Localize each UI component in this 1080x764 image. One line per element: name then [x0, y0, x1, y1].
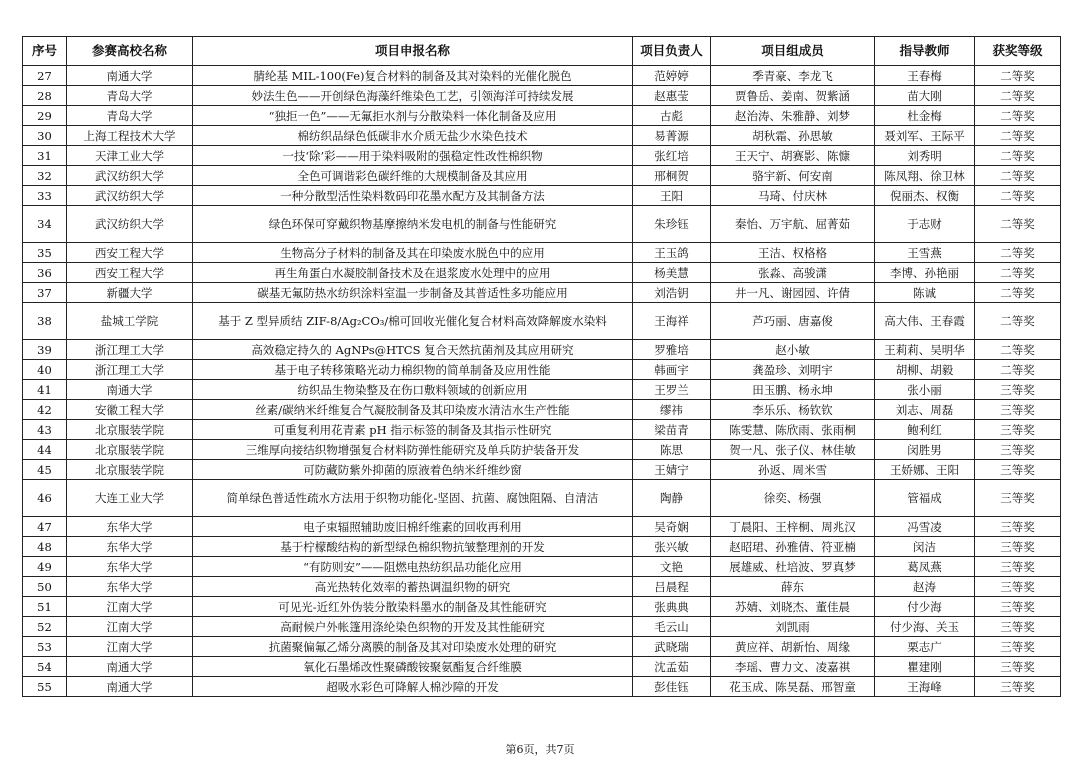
cell-school: 南通大学 — [67, 677, 193, 697]
cell-school: 盐城工学院 — [67, 303, 193, 340]
cell-advisor: 张小丽 — [875, 380, 975, 400]
cell-members: 陈雯慧、陈欣雨、张雨桐 — [711, 420, 875, 440]
cell-no: 44 — [23, 440, 67, 460]
cell-award: 二等奖 — [975, 243, 1061, 263]
table-row — [23, 460, 1061, 480]
cell-project: “独拒一色”——无氟拒水剂与分散染料一体化制备及应用 — [193, 106, 633, 126]
cell-advisor: 王春梅 — [875, 66, 975, 86]
cell-award: 三等奖 — [975, 677, 1061, 697]
table-row — [23, 303, 1061, 340]
table-row — [23, 106, 1061, 126]
cell-award: 二等奖 — [975, 283, 1061, 303]
table-row — [23, 597, 1061, 617]
cell-no: 43 — [23, 420, 67, 440]
cell-no: 55 — [23, 677, 67, 697]
cell-advisor: 陈诚 — [875, 283, 975, 303]
cell-project: “有防则安”——阻燃电热纺织品功能化应用 — [193, 557, 633, 577]
cell-advisor: 付少海 — [875, 597, 975, 617]
cell-leader: 邢桐贺 — [633, 166, 711, 186]
cell-school: 大连工业大学 — [67, 480, 193, 517]
header-no: 序号 — [23, 37, 67, 66]
cell-members: 赵治涛、朱雅静、刘梦 — [711, 106, 875, 126]
cell-award: 二等奖 — [975, 166, 1061, 186]
cell-project: 基于 Z 型异质结 ZIF-8/Ag₂CO₃/棉可回收光催化复合材料高效降解废水染料 — [193, 303, 633, 340]
table-row — [23, 400, 1061, 420]
cell-award: 二等奖 — [975, 360, 1061, 380]
cell-no: 52 — [23, 617, 67, 637]
cell-leader: 毛云山 — [633, 617, 711, 637]
cell-award: 三等奖 — [975, 380, 1061, 400]
table-row — [23, 637, 1061, 657]
cell-project: 可重复利用花青素 pH 指示标签的制备及其指示性研究 — [193, 420, 633, 440]
cell-advisor: 刘秀明 — [875, 146, 975, 166]
table-row — [23, 617, 1061, 637]
cell-project: 妙法生色——开创绿色海藻纤维染色工艺，引领海洋可持续发展 — [193, 86, 633, 106]
cell-leader: 罗雅培 — [633, 340, 711, 360]
cell-leader: 文艳 — [633, 557, 711, 577]
cell-leader: 王婧宁 — [633, 460, 711, 480]
cell-award: 二等奖 — [975, 126, 1061, 146]
cell-project: 棉纺织品绿色低碳非水介质无盐少水染色技术 — [193, 126, 633, 146]
cell-leader: 韩画宇 — [633, 360, 711, 380]
cell-award: 二等奖 — [975, 263, 1061, 283]
cell-members: 赵昭珺、孙雅倩、符亚楠 — [711, 537, 875, 557]
cell-project: 三维厚向接结织物增强复合材料防弹性能研究及单兵防护装备开发 — [193, 440, 633, 460]
cell-advisor: 王雪燕 — [875, 243, 975, 263]
cell-no: 29 — [23, 106, 67, 126]
cell-members: 李瑶、曹力文、凌嘉祺 — [711, 657, 875, 677]
cell-school: 东华大学 — [67, 537, 193, 557]
cell-award: 三等奖 — [975, 597, 1061, 617]
cell-award: 三等奖 — [975, 637, 1061, 657]
cell-advisor: 栗志广 — [875, 637, 975, 657]
header-members: 项目组成员 — [711, 37, 875, 66]
cell-leader: 缪祎 — [633, 400, 711, 420]
cell-award: 二等奖 — [975, 303, 1061, 340]
cell-advisor: 闵胜男 — [875, 440, 975, 460]
cell-leader: 赵惠莹 — [633, 86, 711, 106]
table-row — [23, 380, 1061, 400]
cell-award: 二等奖 — [975, 146, 1061, 166]
cell-advisor: 杜金梅 — [875, 106, 975, 126]
cell-advisor: 苗大刚 — [875, 86, 975, 106]
cell-school: 武汉纺织大学 — [67, 166, 193, 186]
cell-advisor: 聂刘军、王际平 — [875, 126, 975, 146]
cell-members: 贾鲁岳、姜南、贺紫涵 — [711, 86, 875, 106]
cell-award: 三等奖 — [975, 657, 1061, 677]
cell-leader: 张兴敏 — [633, 537, 711, 557]
award-table — [22, 36, 1061, 697]
cell-project: 绿色环保可穿戴织物基摩擦纳米发电机的制备与性能研究 — [193, 206, 633, 243]
cell-no: 39 — [23, 340, 67, 360]
cell-no: 54 — [23, 657, 67, 677]
cell-advisor: 葛凤燕 — [875, 557, 975, 577]
cell-no: 34 — [23, 206, 67, 243]
cell-school: 武汉纺织大学 — [67, 206, 193, 243]
cell-award: 三等奖 — [975, 517, 1061, 537]
cell-no: 27 — [23, 66, 67, 86]
cell-project: 可见光-近红外伪装分散染料墨水的制备及其性能研究 — [193, 597, 633, 617]
cell-advisor: 瞿建刚 — [875, 657, 975, 677]
cell-leader: 王玉鸽 — [633, 243, 711, 263]
cell-advisor: 李博、孙艳丽 — [875, 263, 975, 283]
table-row — [23, 206, 1061, 243]
cell-members: 孙返、周米雪 — [711, 460, 875, 480]
cell-school: 青岛大学 — [67, 86, 193, 106]
cell-leader: 彭佳钰 — [633, 677, 711, 697]
cell-no: 40 — [23, 360, 67, 380]
cell-members: 刘凯雨 — [711, 617, 875, 637]
page-footer: 第6页，共7页 — [505, 743, 575, 756]
table-row — [23, 146, 1061, 166]
table-row — [23, 66, 1061, 86]
cell-award: 三等奖 — [975, 400, 1061, 420]
cell-members: 张淼、高骏潇 — [711, 263, 875, 283]
cell-no: 50 — [23, 577, 67, 597]
cell-members: 黄应祥、胡新怡、周缘 — [711, 637, 875, 657]
cell-no: 30 — [23, 126, 67, 146]
cell-leader: 武晓瑞 — [633, 637, 711, 657]
cell-advisor: 王莉莉、吴明华 — [875, 340, 975, 360]
cell-project: 再生角蛋白水凝胶制备技术及在退浆废水处理中的应用 — [193, 263, 633, 283]
cell-members: 贺一凡、张子仪、林佳敏 — [711, 440, 875, 460]
cell-project: 简单绿色普适性疏水方法用于织物功能化-坚固、抗菌、腐蚀阻隔、自清洁 — [193, 480, 633, 517]
cell-award: 二等奖 — [975, 66, 1061, 86]
table-row — [23, 677, 1061, 697]
cell-project: 基于电子转移策略光动力棉织物的简单制备及应用性能 — [193, 360, 633, 380]
header-leader: 项目负责人 — [633, 37, 711, 66]
cell-no: 36 — [23, 263, 67, 283]
award-table-sheet — [22, 36, 1060, 697]
header-project: 项目申报名称 — [193, 37, 633, 66]
cell-project: 全色可调谐彩色碳纤维的大规模制备及其应用 — [193, 166, 633, 186]
cell-award: 二等奖 — [975, 106, 1061, 126]
cell-no: 35 — [23, 243, 67, 263]
cell-members: 秦怡、万宇航、屈菁茹 — [711, 206, 875, 243]
table-row — [23, 440, 1061, 460]
table-row — [23, 577, 1061, 597]
cell-no: 42 — [23, 400, 67, 420]
cell-award: 二等奖 — [975, 206, 1061, 243]
table-row — [23, 517, 1061, 537]
cell-no: 31 — [23, 146, 67, 166]
table-row — [23, 186, 1061, 206]
cell-members: 龚盈珍、刘明宇 — [711, 360, 875, 380]
cell-members: 马琦、付庆林 — [711, 186, 875, 206]
cell-advisor: 胡柳、胡毅 — [875, 360, 975, 380]
cell-no: 53 — [23, 637, 67, 657]
table-body — [23, 66, 1061, 697]
cell-members: 苏婧、刘晓杰、董佳晨 — [711, 597, 875, 617]
cell-award: 三等奖 — [975, 420, 1061, 440]
cell-advisor: 管福成 — [875, 480, 975, 517]
cell-leader: 张红培 — [633, 146, 711, 166]
header-advisor: 指导教师 — [875, 37, 975, 66]
table-row — [23, 283, 1061, 303]
cell-advisor: 于志财 — [875, 206, 975, 243]
table-row — [23, 263, 1061, 283]
cell-leader: 朱珍钰 — [633, 206, 711, 243]
cell-school: 西安工程大学 — [67, 243, 193, 263]
cell-leader: 杨美慧 — [633, 263, 711, 283]
table-row — [23, 657, 1061, 677]
cell-project: 生物高分子材料的制备及其在印染废水脱色中的应用 — [193, 243, 633, 263]
cell-members: 赵小敏 — [711, 340, 875, 360]
cell-leader: 陈思 — [633, 440, 711, 460]
cell-members: 展雄威、杜培波、罗真梦 — [711, 557, 875, 577]
cell-members: 王天宁、胡赛影、陈慷 — [711, 146, 875, 166]
cell-school: 上海工程技术大学 — [67, 126, 193, 146]
table-row — [23, 166, 1061, 186]
cell-members: 井一凡、谢园园、许倩 — [711, 283, 875, 303]
cell-school: 南通大学 — [67, 66, 193, 86]
cell-no: 32 — [23, 166, 67, 186]
cell-advisor: 王海峰 — [875, 677, 975, 697]
cell-school: 东华大学 — [67, 557, 193, 577]
cell-no: 33 — [23, 186, 67, 206]
cell-advisor: 刘志、周磊 — [875, 400, 975, 420]
table-row — [23, 557, 1061, 577]
cell-members: 丁晨阳、王梓桐、周兆汉 — [711, 517, 875, 537]
cell-school: 南通大学 — [67, 657, 193, 677]
cell-advisor: 付少海、关玉 — [875, 617, 975, 637]
cell-school: 北京服装学院 — [67, 440, 193, 460]
cell-leader: 刘浩钥 — [633, 283, 711, 303]
cell-award: 三等奖 — [975, 480, 1061, 517]
cell-advisor: 鲍利红 — [875, 420, 975, 440]
cell-project: 电子束辐照辅助废旧棉纤维素的回收再利用 — [193, 517, 633, 537]
cell-project: 基于柠檬酸结构的新型绿色棉织物抗皱整理剂的开发 — [193, 537, 633, 557]
cell-no: 48 — [23, 537, 67, 557]
cell-award: 二等奖 — [975, 340, 1061, 360]
cell-leader: 范婷婷 — [633, 66, 711, 86]
table-row — [23, 360, 1061, 380]
cell-members: 田玉鹏、杨永坤 — [711, 380, 875, 400]
table-row — [23, 537, 1061, 557]
cell-leader: 梁苗青 — [633, 420, 711, 440]
cell-members: 季青豪、李龙飞 — [711, 66, 875, 86]
cell-no: 46 — [23, 480, 67, 517]
table-header-row — [23, 37, 1061, 66]
cell-project: 腈纶基 MIL-100(Fe)复合材料的制备及其对染料的光催化脱色 — [193, 66, 633, 86]
cell-advisor: 冯雪凌 — [875, 517, 975, 537]
cell-leader: 王海祥 — [633, 303, 711, 340]
cell-project: 抗菌聚偏氟乙烯分离膜的制备及其对印染废水处理的研究 — [193, 637, 633, 657]
cell-leader: 王阳 — [633, 186, 711, 206]
cell-leader: 陶静 — [633, 480, 711, 517]
cell-school: 南通大学 — [67, 380, 193, 400]
cell-no: 49 — [23, 557, 67, 577]
cell-leader: 吴奇娴 — [633, 517, 711, 537]
cell-award: 三等奖 — [975, 440, 1061, 460]
cell-project: 超吸水彩色可降解人棉沙障的开发 — [193, 677, 633, 697]
cell-no: 41 — [23, 380, 67, 400]
cell-project: 一种分散型活性染料数码印花墨水配方及其制备方法 — [193, 186, 633, 206]
cell-leader: 古彪 — [633, 106, 711, 126]
cell-award: 三等奖 — [975, 617, 1061, 637]
cell-leader: 王罗兰 — [633, 380, 711, 400]
cell-project: 高耐候户外帐篷用涤纶染色织物的开发及其性能研究 — [193, 617, 633, 637]
cell-members: 芦巧丽、唐嘉俊 — [711, 303, 875, 340]
cell-school: 江南大学 — [67, 637, 193, 657]
cell-project: 碳基无氟防热水纺织涂料室温一步制备及其普适性多功能应用 — [193, 283, 633, 303]
cell-school: 北京服装学院 — [67, 420, 193, 440]
cell-members: 胡秋霜、孙思敏 — [711, 126, 875, 146]
cell-project: 纺织品生物染整及在伤口敷料领域的创新应用 — [193, 380, 633, 400]
cell-members: 李乐乐、杨钦钦 — [711, 400, 875, 420]
cell-school: 江南大学 — [67, 617, 193, 637]
cell-advisor: 闵洁 — [875, 537, 975, 557]
cell-award: 三等奖 — [975, 557, 1061, 577]
cell-school: 东华大学 — [67, 577, 193, 597]
cell-advisor: 倪丽杰、权衡 — [875, 186, 975, 206]
cell-school: 北京服装学院 — [67, 460, 193, 480]
cell-members: 徐奕、杨强 — [711, 480, 875, 517]
table-row — [23, 243, 1061, 263]
cell-members: 花玉成、陈昊磊、邢智童 — [711, 677, 875, 697]
table-row — [23, 86, 1061, 106]
cell-advisor: 高大伟、王春霞 — [875, 303, 975, 340]
cell-school: 新疆大学 — [67, 283, 193, 303]
cell-leader: 易菁源 — [633, 126, 711, 146]
cell-project: 可防藏防紫外抑菌的原液着色纳米纤维纱窗 — [193, 460, 633, 480]
table-row — [23, 480, 1061, 517]
cell-no: 37 — [23, 283, 67, 303]
cell-project: 高光热转化效率的蓄热调温织物的研究 — [193, 577, 633, 597]
table-row — [23, 420, 1061, 440]
cell-school: 天津工业大学 — [67, 146, 193, 166]
cell-no: 51 — [23, 597, 67, 617]
cell-no: 38 — [23, 303, 67, 340]
cell-no: 45 — [23, 460, 67, 480]
cell-school: 江南大学 — [67, 597, 193, 617]
cell-school: 武汉纺织大学 — [67, 186, 193, 206]
header-award: 获奖等级 — [975, 37, 1061, 66]
cell-leader: 张典典 — [633, 597, 711, 617]
cell-award: 二等奖 — [975, 86, 1061, 106]
cell-school: 安徽工程大学 — [67, 400, 193, 420]
cell-award: 三等奖 — [975, 537, 1061, 557]
cell-members: 骆宇新、何安南 — [711, 166, 875, 186]
cell-school: 东华大学 — [67, 517, 193, 537]
cell-members: 王洁、权格格 — [711, 243, 875, 263]
cell-project: 高效稳定持久的 AgNPs@HTCS 复合天然抗菌剂及其应用研究 — [193, 340, 633, 360]
cell-advisor: 赵涛 — [875, 577, 975, 597]
cell-award: 三等奖 — [975, 460, 1061, 480]
cell-no: 47 — [23, 517, 67, 537]
cell-advisor: 王娇娜、王阳 — [875, 460, 975, 480]
cell-leader: 沈孟茹 — [633, 657, 711, 677]
cell-award: 三等奖 — [975, 577, 1061, 597]
cell-school: 青岛大学 — [67, 106, 193, 126]
cell-leader: 吕晨程 — [633, 577, 711, 597]
table-row — [23, 126, 1061, 146]
cell-award: 二等奖 — [975, 186, 1061, 206]
cell-school: 浙江理工大学 — [67, 340, 193, 360]
cell-advisor: 陈凤翔、徐卫林 — [875, 166, 975, 186]
table-row — [23, 340, 1061, 360]
cell-school: 浙江理工大学 — [67, 360, 193, 380]
cell-project: 氧化石墨烯改性聚磷酸铵聚氨酯复合纤维膜 — [193, 657, 633, 677]
cell-members: 薛东 — [711, 577, 875, 597]
cell-no: 28 — [23, 86, 67, 106]
cell-project: 丝素/碳纳米纤维复合气凝胶制备及其印染废水清洁水生产性能 — [193, 400, 633, 420]
cell-project: 一技‘除’彩——用于染料吸附的强稳定性改性棉织物 — [193, 146, 633, 166]
header-school: 参赛高校名称 — [67, 37, 193, 66]
cell-school: 西安工程大学 — [67, 263, 193, 283]
